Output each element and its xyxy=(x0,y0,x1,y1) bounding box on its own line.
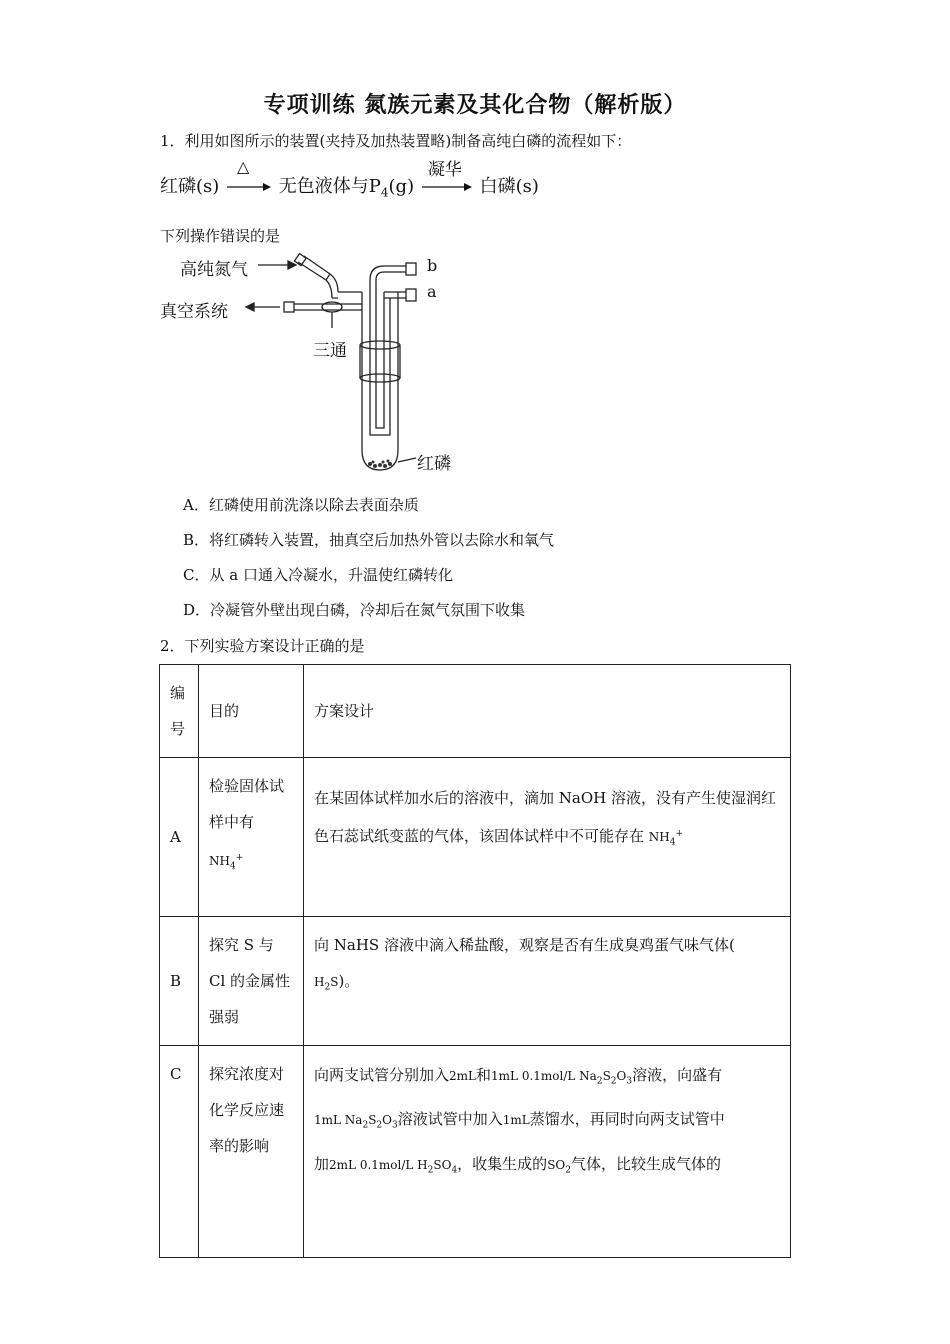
label-three-way: 三通 xyxy=(313,341,347,361)
so2-formula: $SO_2$ xyxy=(547,1157,571,1176)
heat-label: △ xyxy=(237,157,250,176)
apparatus-figure xyxy=(158,250,468,480)
row-design xyxy=(304,758,791,917)
flow-middle-end: (g) xyxy=(388,176,415,197)
flow-arrow-sublime xyxy=(420,160,474,197)
table-row xyxy=(160,917,791,1046)
q2-stem: 2．下列实验方案设计正确的是 xyxy=(160,637,365,655)
label-vacuum: 真空系统 xyxy=(160,302,228,322)
label-a: a xyxy=(427,282,437,301)
option-d: D．冷凝管外壁出现白磷，冷却后在氮气氛围下收集 xyxy=(183,601,526,619)
arrow-right-icon xyxy=(225,177,273,197)
row-design xyxy=(304,917,791,1046)
header-id: 编号 xyxy=(160,665,199,758)
flow-end: 白磷(s) xyxy=(479,176,539,197)
table-row xyxy=(160,758,791,917)
thiosulfate-formula: 1mL $Na_2S_2O_3$ xyxy=(314,1113,398,1131)
option-c: C．从 a 口通入冷凝水，升温使红磷转化 xyxy=(183,566,453,584)
purpose-text: 检验固体试样中有 xyxy=(209,777,285,831)
q1-prompt: 下列操作错误的是 xyxy=(160,227,281,245)
row-id: A xyxy=(160,758,199,917)
flow-arrow-heat xyxy=(225,157,273,197)
arrow-right-icon xyxy=(420,177,474,197)
experiment-table xyxy=(159,664,791,1258)
label-red-phosphorus: 红磷 xyxy=(417,454,451,474)
option-b: B．将红磷转入装置，抽真空后加热外管以去除水和氧气 xyxy=(183,531,555,549)
row-design: 向两支试管分别加入2mL和1mL 0.1mol/L $Na_2S_2O_3$溶液，向盛有 1mL $Na_2S_2O_3$溶液试管中加入1mL蒸馏水，再同时向两支试管中 加2mL 0.1mol/L $H_2SO_4$，收集生成的$SO_2$气体，比较生成气体的 xyxy=(304,1046,791,1258)
header-design: 方案设计 xyxy=(304,665,791,758)
row-purpose: 探究 S 与 Cl 的金属性强弱 xyxy=(199,917,304,1046)
design-text: 向 NaHS 溶液中滴入稀盐酸，观察是否有生成臭鸡蛋气味气体( xyxy=(314,936,735,954)
flow-middle-sub: 4 xyxy=(380,185,389,200)
flow-start: 红磷(s) xyxy=(160,176,220,197)
flow-middle: 无色液体与P xyxy=(278,176,381,197)
label-nitrogen: 高纯氮气 xyxy=(180,260,248,280)
h2s-formula: $H_2S$ xyxy=(314,975,339,993)
row-id: B xyxy=(160,917,199,1046)
table-row xyxy=(160,1046,791,1258)
sublime-label: 凝华 xyxy=(427,160,462,180)
ammonium-formula: $NH_4^+$ xyxy=(648,829,684,848)
thiosulfate-formula: 1mL 0.1mol/L $Na_2S_2O_3$ xyxy=(491,1069,633,1087)
q1-flow xyxy=(160,157,539,200)
row-purpose xyxy=(199,758,304,917)
row-purpose: 探究浓度对化学反应速率的影响 xyxy=(199,1046,304,1258)
header-purpose: 目的 xyxy=(199,665,304,758)
q1-stem: 1．利用如图所示的装置(夹持及加热装置略)制备高纯白磷的流程如下： xyxy=(160,132,632,150)
page-title: 专项训练 氮族元素及其化合物（解析版） xyxy=(263,93,687,118)
label-b: b xyxy=(427,256,438,275)
sulfuric-acid-formula: 2mL 0.1mol/L $H_2SO_4$ xyxy=(329,1157,458,1176)
row-id: C xyxy=(160,1046,199,1258)
table-header-row xyxy=(160,665,791,758)
ammonium-formula: $NH_4^+$ xyxy=(209,853,244,872)
design-text: 在某固体试样加水后的溶液中，滴加 NaOH 溶液，没有产生使湿润红色石蕊试纸变蓝的气体，该固体试样中不可能存在 xyxy=(314,789,776,845)
apparatus-drawing-icon xyxy=(158,250,468,480)
design-close: )。 xyxy=(338,972,360,990)
option-a: A．红磷使用前洗涤以除去表面杂质 xyxy=(183,496,419,514)
